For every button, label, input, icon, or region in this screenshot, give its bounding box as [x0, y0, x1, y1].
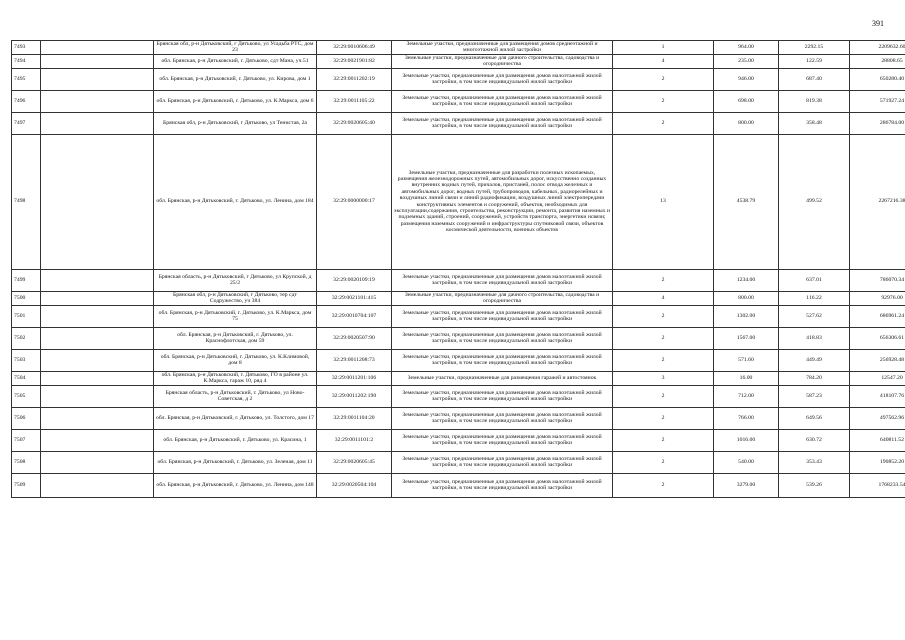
- cadastral-number-cell: 32:29:0020109:19: [317, 269, 392, 291]
- cadastral-value-cell: 786070.34: [850, 269, 905, 291]
- blank-cell: [41, 473, 154, 497]
- cadastral-number-cell: 32:29:0020507:90: [317, 327, 392, 349]
- rate-cell: 527.62: [779, 305, 850, 327]
- area-cell: 540.00: [714, 451, 779, 473]
- blank-cell: [41, 54, 154, 68]
- blank-cell: [41, 291, 154, 305]
- table-row: [12, 54, 905, 68]
- rate-cell: 539.26: [779, 473, 850, 497]
- table-row: [12, 349, 905, 371]
- land-use-cell: Земельные участки, предназначенные для дачного строительства, садоводства и огородничества: [392, 291, 613, 305]
- row-number: 7506: [12, 407, 41, 429]
- land-use-cell: Земельные участки, предназначенные для размещения домов малоэтажной жилой застройки, в том числе индивидуальной жилой застройки: [392, 68, 613, 90]
- table-row: [12, 429, 905, 451]
- land-use-cell: Земельные участки, предназначенные для размещения домов малоэтажной жилой застройки, в том числе индивидуальной жилой застройки: [392, 473, 613, 497]
- address-cell: обл. Брянская, р-н Дятьковский, г. Дятьково, ул. Ленина, дом 184: [154, 134, 317, 269]
- rate-cell: 449.49: [779, 349, 850, 371]
- rate-cell: 499.52: [779, 134, 850, 269]
- blank-cell: [41, 327, 154, 349]
- area-cell: 16.00: [714, 371, 779, 385]
- address-cell: обл. Брянская, р-н Дятьковский, г. Дятьково, ул. К.Маркса, дом 6: [154, 90, 317, 112]
- row-number: 7502: [12, 327, 41, 349]
- rate-cell: 637.01: [779, 269, 850, 291]
- blank-cell: [41, 134, 154, 269]
- use-group-cell: 3: [613, 371, 714, 385]
- cadastral-value-cell: 686961.24: [850, 305, 905, 327]
- land-use-cell: Земельные участки, предназначенные для размещения домов малоэтажной жилой застройки, в том числе индивидуальной жилой застройки: [392, 385, 613, 407]
- row-number: 7498: [12, 134, 41, 269]
- land-use-cell: Земельные участки, предназначенные для размещения домов малоэтажной жилой застройки, в том числе индивидуальной жилой застройки: [392, 451, 613, 473]
- table-row: [12, 385, 905, 407]
- cadastral-value-cell: 190852.20: [850, 451, 905, 473]
- address-cell: обл. Брянская, р-н Дятьковский, г. Дятьково, ул. Красина, 1: [154, 429, 317, 451]
- table-row: [12, 90, 905, 112]
- blank-cell: [41, 68, 154, 90]
- area-cell: 4538.79: [714, 134, 779, 269]
- rate-cell: 819.38: [779, 90, 850, 112]
- table-row: [12, 68, 905, 90]
- address-cell: обл. Брянская, р-н Дятьковский, г. Дятьково, ул. Краснофлотская, дом 59: [154, 327, 317, 349]
- address-cell: обл. Брянская, р-н Дятьковский, г. Дятьково, ул. Толстого, дом 17: [154, 407, 317, 429]
- rate-cell: 122.59: [779, 54, 850, 68]
- table-row: [12, 473, 905, 497]
- address-cell: обл. Брянская, р-н Дятьковский, г. Дятьково, ул. Ленина, дом 148: [154, 473, 317, 497]
- cadastral-number-cell: 32:29:0021101:415: [317, 291, 392, 305]
- blank-cell: [41, 349, 154, 371]
- address-cell: обл. Брянская, р-н Дятьковский, г. Дятьково, ул. К.Маркса, дом 75: [154, 305, 317, 327]
- row-number: 7497: [12, 112, 41, 134]
- use-group-cell: 2: [613, 112, 714, 134]
- use-group-cell: 13: [613, 134, 714, 269]
- area-cell: 712.00: [714, 385, 779, 407]
- blank-cell: [41, 385, 154, 407]
- area-cell: 1016.00: [714, 429, 779, 451]
- blank-cell: [41, 429, 154, 451]
- blank-cell: [41, 269, 154, 291]
- row-number: 7501: [12, 305, 41, 327]
- cadastral-value-cell: 28808.65: [850, 54, 905, 68]
- cadastral-value-cell: 640811.52: [850, 429, 905, 451]
- land-use-cell: Земельные участки, предназначенные для размещения домов малоэтажной жилой застройки, в том числе индивидуальной жилой застройки: [392, 327, 613, 349]
- cadastral-value-cell: 1768233.54: [850, 473, 905, 497]
- land-use-cell: Земельные участки, предназначенные для размещения гаражей и автостоянок: [392, 371, 613, 385]
- area-cell: 766.00: [714, 407, 779, 429]
- table-row: [12, 134, 905, 269]
- table-row: [12, 327, 905, 349]
- area-cell: 800.00: [714, 291, 779, 305]
- cadastral-number-cell: 32:29:0011202:190: [317, 385, 392, 407]
- use-group-cell: 2: [613, 90, 714, 112]
- table-row: [12, 112, 905, 134]
- rate-cell: 649.56: [779, 407, 850, 429]
- area-cell: 571.60: [714, 349, 779, 371]
- address-cell: Брянская область, р-н Дятьковский, г Дятьково, ул Крупской, д 25/2: [154, 269, 317, 291]
- use-group-cell: 4: [613, 54, 714, 68]
- address-cell: Брянская обл, р-н Дятьковский, г Дятьково, тер сдт Содружество, уч 384: [154, 291, 317, 305]
- use-group-cell: 2: [613, 385, 714, 407]
- cadastral-number-cell: 32:29:0011202:19: [317, 68, 392, 90]
- page-number: 391: [872, 19, 884, 28]
- address-cell: обл. Брянская, р-н Дятьковский, г. Дятьково, ул. К.Климовой, дом 8: [154, 349, 317, 371]
- rate-cell: 353.43: [779, 451, 850, 473]
- rate-cell: 587.23: [779, 385, 850, 407]
- row-number: 7499: [12, 269, 41, 291]
- area-cell: 1234.00: [714, 269, 779, 291]
- land-use-cell: Земельные участки, предназначенные для размещения домов малоэтажной жилой застройки, в том числе индивидуальной жилой застройки: [392, 349, 613, 371]
- table-row: [12, 371, 905, 385]
- row-number: 7500: [12, 291, 41, 305]
- land-use-cell: Земельные участки, предназначенные для размещения домов малоэтажной жилой застройки, в том числе индивидуальной жилой застройки: [392, 112, 613, 134]
- use-group-cell: 2: [613, 473, 714, 497]
- rate-cell: 630.72: [779, 429, 850, 451]
- use-group-cell: 2: [613, 429, 714, 451]
- row-number: 7494: [12, 54, 41, 68]
- area-cell: 946.00: [714, 68, 779, 90]
- land-use-cell: Земельные участки, предназначенные для дачного строительства, садоводства и огородничества: [392, 54, 613, 68]
- cadastral-value-cell: 256928.48: [850, 349, 905, 371]
- table-row: [12, 407, 905, 429]
- area-cell: 698.00: [714, 90, 779, 112]
- cadastral-number-cell: 32:29:0011105:22: [317, 90, 392, 112]
- cadastral-number-cell: 32:29:0020605:40: [317, 112, 392, 134]
- cadastral-value-cell: 571927.24: [850, 90, 905, 112]
- cadastral-value-cell: 650280.40: [850, 68, 905, 90]
- use-group-cell: 2: [613, 407, 714, 429]
- blank-cell: [41, 407, 154, 429]
- rate-cell: 687.40: [779, 68, 850, 90]
- blank-cell: [41, 90, 154, 112]
- cadastral-number-cell: 32:29:0000000:17: [317, 134, 392, 269]
- row-number: 7495: [12, 68, 41, 90]
- table-row: [12, 269, 905, 291]
- blank-cell: [41, 41, 154, 55]
- use-group-cell: 4: [613, 291, 714, 305]
- address-cell: обл. Брянская, р-н Дятьковский, г. Дятьково, ГО в районе ул. К.Маркса, гараж 10, ряд 4: [154, 371, 317, 385]
- land-use-cell: Земельные участки, предназначенные для размещения домов малоэтажной жилой застройки, в том числе индивидуальной жилой застройки: [392, 269, 613, 291]
- use-group-cell: 1: [613, 41, 714, 55]
- land-use-cell: Земельные участки, предназначенные для размещения домов среднеэтажной и многоэтажной жилой застройки: [392, 41, 613, 55]
- table-row: [12, 451, 905, 473]
- cadastral-value-cell: 92976.00: [850, 291, 905, 305]
- use-group-cell: 2: [613, 451, 714, 473]
- row-number: 7508: [12, 451, 41, 473]
- row-number: 7493: [12, 41, 41, 55]
- rate-cell: 2292.15: [779, 41, 850, 55]
- row-number: 7507: [12, 429, 41, 451]
- cadastral-value-cell: 2267216.38: [850, 134, 905, 269]
- area-cell: 1302.00: [714, 305, 779, 327]
- table-row: [12, 41, 905, 55]
- table-row: [12, 305, 905, 327]
- rate-cell: 116.22: [779, 291, 850, 305]
- address-cell: Брянская обл, р-н Дятьковский, г Дятьково, ул Тенистая, 2а: [154, 112, 317, 134]
- cadastral-number-cell: 32:29:0011104:20: [317, 407, 392, 429]
- table-row: [12, 291, 905, 305]
- use-group-cell: 2: [613, 68, 714, 90]
- use-group-cell: 2: [613, 327, 714, 349]
- cadastral-number-cell: 32:29:0011101:2: [317, 429, 392, 451]
- use-group-cell: 2: [613, 305, 714, 327]
- address-cell: обл. Брянская, р-н Дятьковский, г. Дятьково, сдт Мана, уч.51: [154, 54, 317, 68]
- address-cell: обл. Брянская, р-н Дятьковский, г. Дятьково, ул. Зеленая, дом 11: [154, 451, 317, 473]
- cadastral-number-cell: 32:29:0020605:45: [317, 451, 392, 473]
- area-cell: 1567.00: [714, 327, 779, 349]
- use-group-cell: 2: [613, 269, 714, 291]
- row-number: 7496: [12, 90, 41, 112]
- blank-cell: [41, 371, 154, 385]
- cadastral-value-cell: 656306.61: [850, 327, 905, 349]
- blank-cell: [41, 112, 154, 134]
- area-cell: 800.00: [714, 112, 779, 134]
- cadastral-value-cell: 2209632.60: [850, 41, 905, 55]
- address-cell: обл. Брянская, р-н Дятьковский, г. Дятьково, ул. Кирова, дом 1: [154, 68, 317, 90]
- land-use-cell: Земельные участки, предназначенные для размещения домов малоэтажной жилой застройки, в том числе индивидуальной жилой застройки: [392, 407, 613, 429]
- land-use-cell: Земельные участки, предназначенные для размещения домов малоэтажной жилой застройки, в том числе индивидуальной жилой застройки: [392, 305, 613, 327]
- land-use-cell: Земельные участки, предназначенные для размещения домов малоэтажной жилой застройки, в том числе индивидуальной жилой застройки: [392, 429, 613, 451]
- address-cell: Брянская область, р-н Дятьковский, г. Дятьково, ул Ново-Советская, д 2: [154, 385, 317, 407]
- cadastral-value-cell: 497562.96: [850, 407, 905, 429]
- rate-cell: 784.20: [779, 371, 850, 385]
- cadastral-number-cell: 32:29:0010704:107: [317, 305, 392, 327]
- rate-cell: 358.48: [779, 112, 850, 134]
- use-group-cell: 2: [613, 349, 714, 371]
- cadastral-value-cell: 12547.20: [850, 371, 905, 385]
- blank-cell: [41, 451, 154, 473]
- land-registry-table: [11, 40, 905, 498]
- area-cell: 964.00: [714, 41, 779, 55]
- cadastral-number-cell: 32:29:0020504:104: [317, 473, 392, 497]
- cadastral-number-cell: 32:29:0021901:82: [317, 54, 392, 68]
- table-body: [12, 41, 905, 498]
- cadastral-number-cell: 32:29:0011208:73: [317, 349, 392, 371]
- row-number: 7505: [12, 385, 41, 407]
- area-cell: 235.00: [714, 54, 779, 68]
- row-number: 7503: [12, 349, 41, 371]
- cadastral-number-cell: 32:29:0011201:106: [317, 371, 392, 385]
- cadastral-value-cell: 418107.76: [850, 385, 905, 407]
- blank-cell: [41, 305, 154, 327]
- row-number: 7504: [12, 371, 41, 385]
- cadastral-value-cell: 286784.00: [850, 112, 905, 134]
- address-cell: Брянская обл, р-н Дятьковский, г Дятьково, ул Усадьба РТС, дом 23: [154, 41, 317, 55]
- cadastral-number-cell: 32:29:0010606:49: [317, 41, 392, 55]
- row-number: 7509: [12, 473, 41, 497]
- land-use-cell: Земельные участки, предназначенные для разработки полезных ископаемых, размещения железнодорожных путей, автомобильных дорог, искусственно созданных внутренних водных путей, причалов, пристаней, полос отвода железных и автомобильных дорог, водных путей, трубопроводов, кабельных, радиорелейных и воздушных линий связи и линий радиофикации, воздушных линий электропередачи конструктивных элементов и сооружений, объектов, необходимых для эксплуатации,содержания, строительства, реконструкции, ремонта, развития наземных и подземных зданий, строений, сооружений, устройств транспорта, энергетики исвязи; размещения наземных сооружений и инфраструктуры спутниковой связи, объектов космической деятельности, военных объектов: [392, 134, 613, 269]
- area-cell: 3279.00: [714, 473, 779, 497]
- rate-cell: 418.83: [779, 327, 850, 349]
- land-use-cell: Земельные участки, предназначенные для размещения домов малоэтажной жилой застройки, в том числе индивидуальной жилой застройки: [392, 90, 613, 112]
